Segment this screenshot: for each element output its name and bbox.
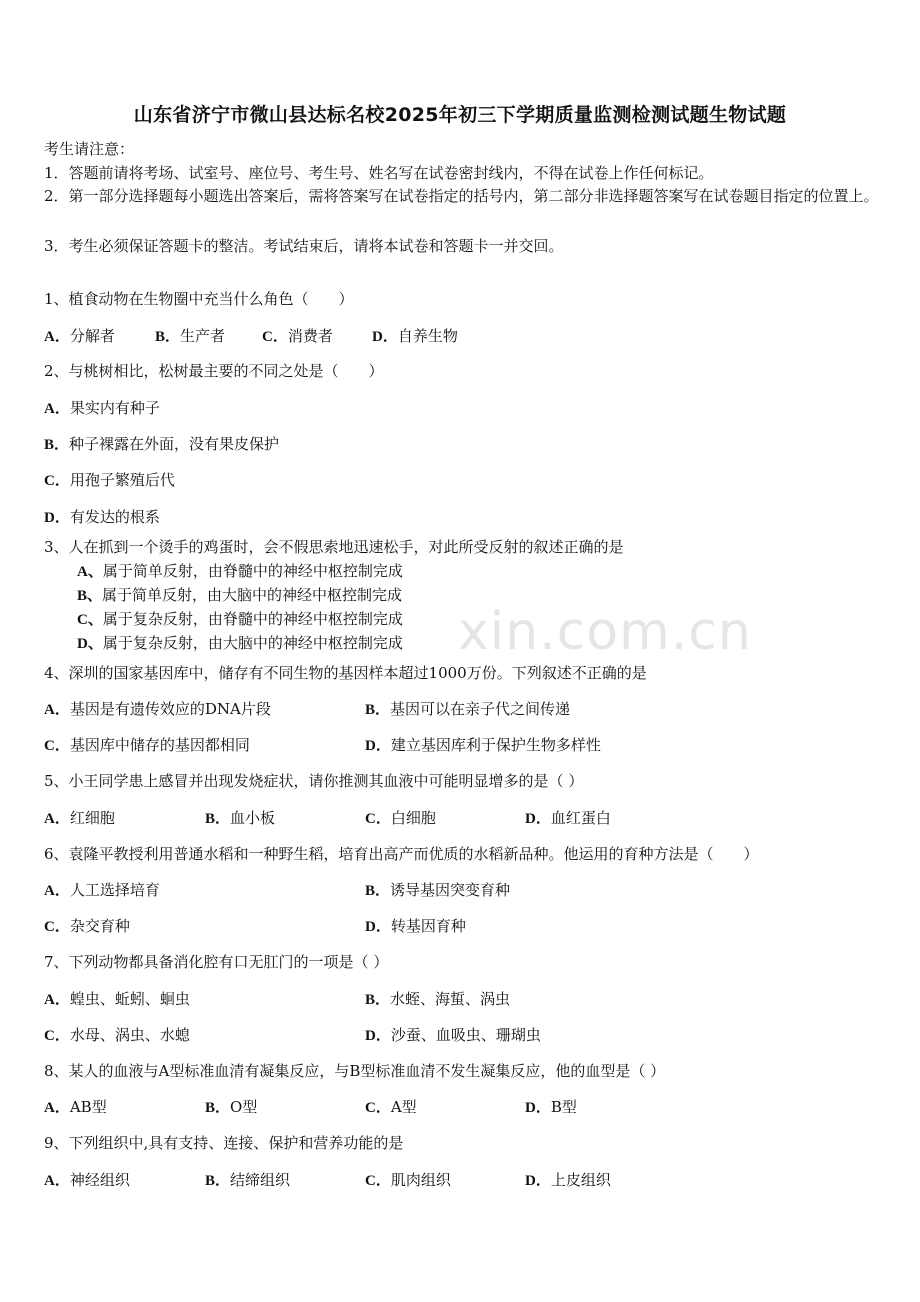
option-c: C．肌肉组织 xyxy=(365,1171,451,1189)
question-stem: 9、下列组织中,具有支持、连接、保护和营养功能的是 xyxy=(44,1134,404,1152)
option-d: D．有发达的根系 xyxy=(44,508,160,526)
option-b: B、属于简单反射，由大脑中的神经中枢控制完成 xyxy=(77,586,403,604)
question-stem: 8、某人的血液与A型标准血清有凝集反应，与B型标准血清不发生凝集反应，他的血型是（ ） xyxy=(44,1062,666,1080)
watermark: xin.com.cn xyxy=(458,602,752,662)
option-d: D．建立基因库利于保护生物多样性 xyxy=(365,736,601,754)
option-c: C．水母、涡虫、水螅 xyxy=(44,1026,190,1044)
option-d: D．转基因育种 xyxy=(365,917,466,935)
option-a: A、属于简单反射，由脊髓中的神经中枢控制完成 xyxy=(77,562,403,580)
option-a: A．人工选择培育 xyxy=(44,881,160,899)
option-b: B．基因可以在亲子代之间传递 xyxy=(365,700,571,718)
option-d: D．B型 xyxy=(525,1098,577,1116)
question-stem: 1、植食动物在生物圈中充当什么角色（ ） xyxy=(44,290,354,308)
page-title: 山东省济宁市微山县达标名校2025年初三下学期质量监测检测试题生物试题 xyxy=(133,104,787,126)
notice-heading: 考生请注意： xyxy=(44,140,135,158)
option-c: C．杂交育种 xyxy=(44,917,130,935)
notice-item-1: 1．答题前请将考场、试室号、座位号、考生号、姓名写在试卷密封线内，不得在试卷上作任何标记。 xyxy=(44,164,714,182)
option-c: C、属于复杂反射，由脊髓中的神经中枢控制完成 xyxy=(77,610,403,628)
option-b: B．O型 xyxy=(205,1098,258,1116)
option-b: B．血小板 xyxy=(205,809,276,827)
option-d: D．上皮组织 xyxy=(525,1171,611,1189)
option-d: D．沙蚕、血吸虫、珊瑚虫 xyxy=(365,1026,541,1044)
option-c: C．基因库中储存的基因都相同 xyxy=(44,736,250,754)
question-stem: 4、深圳的国家基因库中，储存有不同生物的基因样本超过1000万份。下列叙述不正确的是 xyxy=(44,664,647,682)
option-d: D．自养生物 xyxy=(372,327,458,345)
option-a: A．AB型 xyxy=(44,1098,107,1116)
option-c: C．白细胞 xyxy=(365,809,436,827)
question-stem: 2、与桃树相比，松树最主要的不同之处是（ ） xyxy=(44,362,384,380)
option-a: A．红细胞 xyxy=(44,809,115,827)
question-stem: 6、袁隆平教授利用普通水稻和一种野生稻，培育出高产而优质的水稻新品种。他运用的育种方法是（ ） xyxy=(44,845,759,863)
option-c: C．A型 xyxy=(365,1098,417,1116)
option-c: C．用孢子繁殖后代 xyxy=(44,471,175,489)
option-a: A．蝗虫、蚯蚓、蛔虫 xyxy=(44,990,190,1008)
question-stem: 7、下列动物都具备消化腔有口无肛门的一项是（ ） xyxy=(44,953,389,971)
option-b: B．生产者 xyxy=(155,327,226,345)
option-b: B．诱导基因突变育种 xyxy=(365,881,511,899)
option-a: A．分解者 xyxy=(44,327,115,345)
option-b: B．种子裸露在外面，没有果皮保护 xyxy=(44,435,280,453)
option-a: A．果实内有种子 xyxy=(44,399,160,417)
option-a: A．基因是有遗传效应的DNA片段 xyxy=(44,700,271,718)
notice-item-2: 2．第一部分选择题每小题选出答案后，需将答案写在试卷指定的括号内，第二部分非选择题答案写在试卷题目指定的位置上。 xyxy=(44,187,879,205)
notice-item-3: 3．考生必须保证答题卡的整洁。考试结束后，请将本试卷和答题卡一并交回。 xyxy=(44,237,564,255)
option-a: A．神经组织 xyxy=(44,1171,130,1189)
option-d: D、属于复杂反射，由大脑中的神经中枢控制完成 xyxy=(77,634,403,652)
question-stem: 3、人在抓到一个烫手的鸡蛋时，会不假思索地迅速松手，对此所受反射的叙述正确的是 xyxy=(44,538,624,556)
option-b: B．水蛭、海蜇、涡虫 xyxy=(365,990,511,1008)
question-stem: 5、小王同学患上感冒并出现发烧症状，请你推测其血液中可能明显增多的是（ ） xyxy=(44,772,584,790)
option-c: C．消费者 xyxy=(262,327,333,345)
option-d: D．血红蛋白 xyxy=(525,809,611,827)
option-b: B．结缔组织 xyxy=(205,1171,291,1189)
